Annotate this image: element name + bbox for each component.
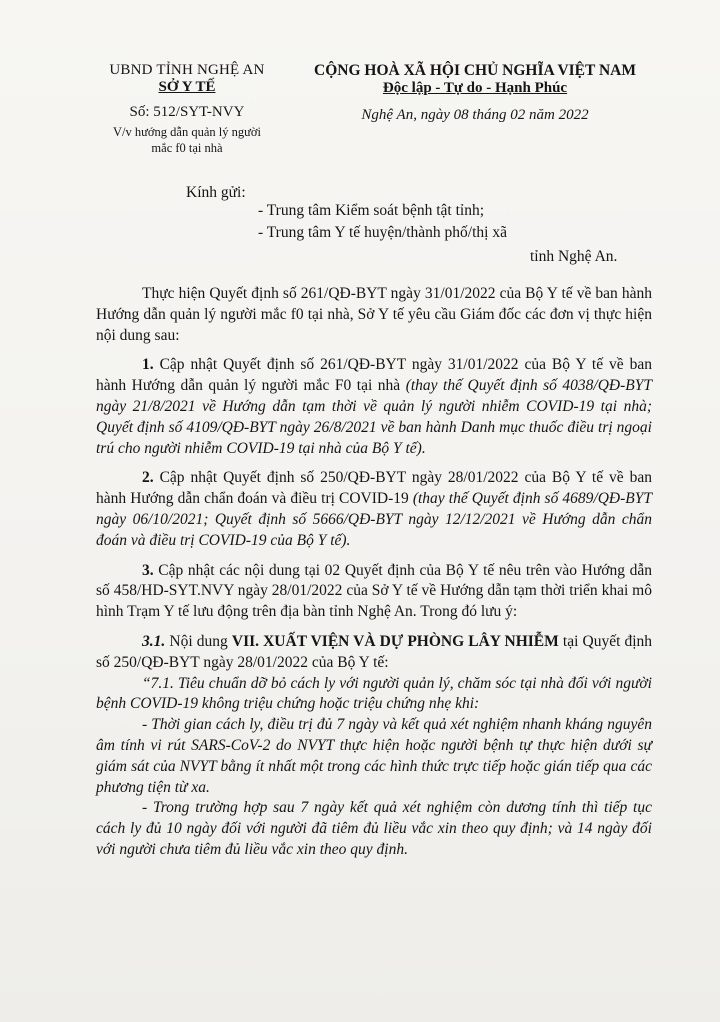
national-heading [300, 62, 650, 124]
item-1-paragraph [96, 355, 652, 459]
recipient-item-tail: tỉnh Nghệ An. [530, 248, 618, 265]
item-2-number: 2. [142, 469, 154, 487]
item-3-1-pre: Nội dung [169, 632, 228, 650]
document-number: Số: 512/SYT-NVY [129, 104, 245, 120]
document-body [96, 284, 652, 861]
issuer-parent-org: UBND TỈNH NGHỆ AN [109, 62, 265, 78]
quote-paragraph-1: “7.1. Tiêu chuẩn dỡ bỏ cách ly với người quản lý, chăm sóc tại nhà đối với người bệnh COVID-19 không triệu chứng hoặc triệu chứng nhẹ khi: [96, 674, 652, 713]
item-1-number: 1. [142, 356, 154, 374]
subject-line-1: V/v hướng dẫn quản lý người [113, 125, 261, 139]
item-3-1-number: 3.1. [142, 632, 166, 650]
item-2-note: (thay thế Quyết định số 4689/QĐ-BYT ngày 06/10/2021; Quyết định số 5666/QĐ-BYT ngày 12/12/2021 về Hướng dẫn chẩn đoán và điều trị COVID-19 của Bộ Y tế). [96, 490, 652, 549]
item-3-paragraph [96, 561, 652, 623]
item-1-text: Cập nhật Quyết định số 261/QĐ-BYT ngày 31/01/2022 của Bộ Y tế về ban hành Hướng dẫn quản lý người mắc F0 tại nhà [96, 356, 652, 395]
item-3-1-post: tại Quyết định số 250/QĐ-BYT ngày 28/01/2022 của Bộ Y tế: [96, 632, 653, 671]
issuer-block [92, 62, 282, 156]
item-3-text: Cập nhật các nội dung tại 02 Quyết định của Bộ Y tế nêu trên vào Hướng dẫn số 458/HD-SYT.NVY ngày 28/01/2022 của Sở Y tế về Hướng dẫn tạm thời triển khai mô hình Trạm Y tế lưu động trên địa bàn tỉnh Nghệ An. Trong đó lưu ý: [96, 561, 652, 621]
item-3-1-section-title: VII. XUẤT VIỆN VÀ DỰ PHÒNG LÂY NHIỄM [231, 632, 559, 650]
issuer-org: SỞ Y TẾ [158, 79, 216, 95]
item-3-1-paragraph [96, 632, 652, 674]
item-2-paragraph [96, 468, 652, 551]
subject-line-2: mắc f0 tại nhà [151, 141, 223, 155]
item-2-text: Cập nhật Quyết định số 250/QĐ-BYT ngày 28/01/2022 của Bộ Y tế về ban hành Hướng dẫn chẩn đoán và điều trị COVID-19 [96, 469, 652, 508]
recipient-item: - Trung tâm Kiểm soát bệnh tật tỉnh; [258, 202, 485, 219]
place-date: Nghệ An, ngày 08 tháng 02 năm 2022 [361, 107, 589, 123]
document-subject [92, 124, 282, 156]
item-3-number: 3. [142, 561, 154, 579]
quote-paragraph-2: - Thời gian cách ly, điều trị đủ 7 ngày và kết quả xét nghiệm nhanh kháng nguyên âm tính vi rút SARS-CoV-2 do NVYT thực hiện hoặc người bệnh tự thực hiện dưới sự giám sát của NVYT bằng ít nhất một trong các hình thức trực tiếp hoặc gián tiếp qua các phương tiện từ xa. [96, 716, 652, 796]
recipient-item: - Trung tâm Y tế huyện/thành phố/thị xã [258, 224, 507, 241]
intro-paragraph: Thực hiện Quyết định số 261/QĐ-BYT ngày 31/01/2022 của Bộ Y tế về ban hành Hướng dẫn quản lý người mắc f0 tại nhà, Sở Y tế yêu cầu Giám đốc các đơn vị thực hiện nội dung sau: [96, 285, 652, 344]
item-1-note: (thay thế Quyết định số 4038/QĐ-BYT ngày 21/8/2021 về Hướng dẫn tạm thời về quản lý người nhiễm COVID-19 tại nhà; Quyết định số 4109/QĐ-BYT ngày 26/8/2021 về ban hành Danh mục thuốc điều trị ngoại trú cho người nhiễm COVID-19 tại nhà của Bộ Y tế). [96, 377, 652, 457]
quote-paragraph-3: - Trong trường hợp sau 7 ngày kết quả xét nghiệm còn dương tính thì tiếp tục cách ly đủ 10 ngày đối với người đã tiêm đủ liều vắc xin theo quy định; và 14 ngày đối với người chưa tiêm đủ liều vắc xin theo quy định. [96, 799, 652, 858]
nation-title: CỘNG HOÀ XÃ HỘI CHỦ NGHĨA VIỆT NAM [314, 62, 636, 79]
recipients-label: Kính gửi: [186, 184, 246, 201]
nation-motto: Độc lập - Tự do - Hạnh Phúc [382, 80, 568, 96]
